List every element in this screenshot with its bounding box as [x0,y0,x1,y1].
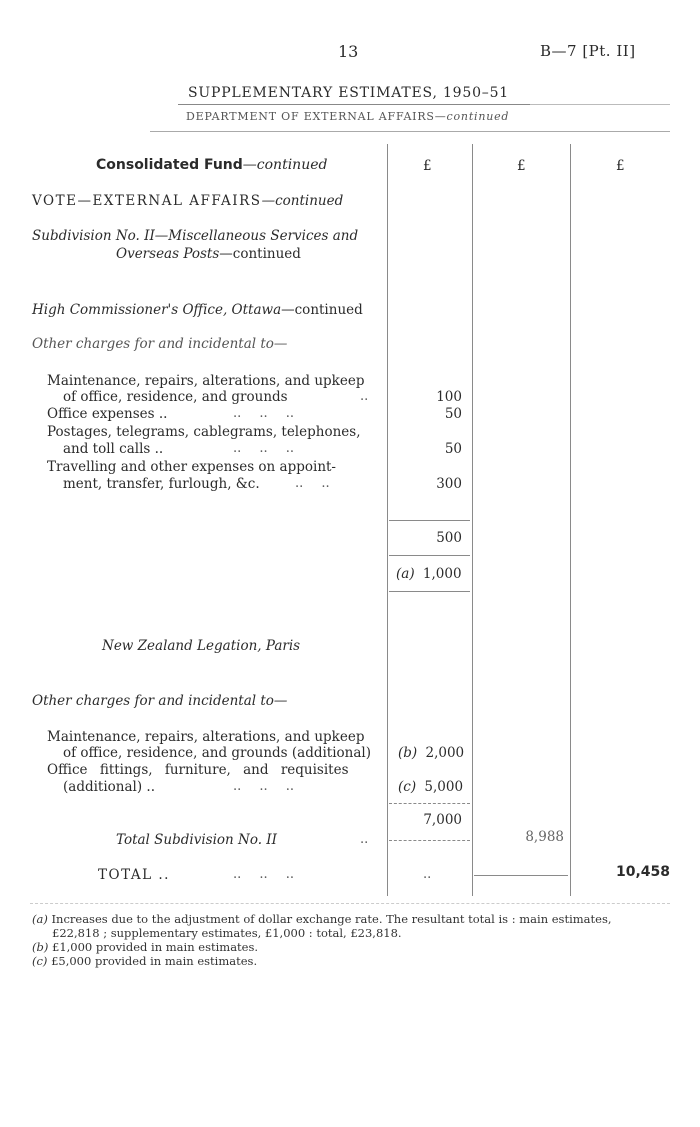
paris-subhead: Other charges for and incidental to— [32,693,288,709]
department-continued: —continued [434,110,510,123]
paris-item-2-leader: .. .. .. [233,779,295,794]
paris-item-2-line1: Office fittings, furniture, and requisites [47,762,349,778]
title-rule-faint [530,104,670,105]
fund-heading [96,157,327,173]
footnote-a-text: Increases due to the adjustment of dollar exchange rate. The resultant total is : main estimates, [51,912,612,926]
grand-total-amount: 10,458 [615,864,670,880]
ottawa-item-1-line2: of office, residence, and grounds [63,389,288,405]
ottawa-total-bottom-rule [389,591,470,592]
paris-subtotal-rule [389,803,470,804]
paris-item-2-line2: (additional) .. [63,779,155,795]
footnote-a-text-line2: £22,818 ; supplementary estimates, £1,000 : total, £23,818. [52,926,402,940]
ottawa-item-2-amount: 50 [444,406,462,422]
paris-item-1-line2: of office, residence, and grounds (additional) [63,745,371,761]
ottawa-heading [32,302,363,318]
footnote-c-text: £5,000 provided in main estimates. [51,954,258,968]
paris-item-2-amount: 5,000 [424,779,464,795]
ottawa-subtotal-rule [389,520,470,521]
ottawa-item-1-leader: .. [360,389,369,404]
column-rule-1 [387,144,388,896]
footnote-b-mark: (b) [32,940,49,954]
ottawa-item-1-amount: 100 [436,389,462,405]
ottawa-total: 1,000 [422,566,462,582]
paris-item-2-amount-line [398,779,463,795]
vote-name: VOTE—EXTERNAL AFFAIRS [32,193,262,209]
page-reference: B—7 [Pt. II] [540,42,636,60]
paris-item-2-note-mark: (c) [398,779,417,795]
footnote-b-text: £1,000 provided in main estimates. [52,940,259,954]
footnote-a [32,912,612,926]
footnote-b [32,940,258,954]
ottawa-item-4-leader: .. .. [295,476,330,491]
footnote-rule [30,903,670,904]
footnote-a-mark: (a) [32,912,48,926]
total-subdivision-leader: .. [360,832,369,847]
subdivision-heading-line1: Subdivision No. II—Miscellaneous Services and [32,228,359,244]
ottawa-item-4-line1: Travelling and other expenses on appoint- [47,459,336,475]
total-subdivision-amount: 8,988 [525,829,564,845]
grand-total-rule [474,875,568,876]
ottawa-item-1-line1: Maintenance, repairs, alterations, and upkeep [47,373,365,389]
paris-subtotal: 7,000 [423,812,462,828]
ottawa-total-line [396,566,462,582]
grand-total-leader: .. .. .. [233,867,295,882]
total-subdivision-rule [389,840,470,841]
ottawa-total-note-mark: (a) [396,566,415,582]
ottawa-item-3-leader: .. .. .. [233,441,295,456]
subdivision-overseas: Overseas Posts [116,246,220,262]
column-header-3: £ [616,158,625,174]
ottawa-item-3-line1: Postages, telegrams, cablegrams, telephones, [47,424,361,440]
ottawa-item-4-line2: ment, transfer, furlough, &c. [63,476,260,492]
subdivision-heading-line2 [116,246,301,262]
fund-name: Consolidated Fund [96,157,243,173]
grand-total-col1: .. [423,867,432,882]
paris-item-1-note-mark: (b) [398,745,418,761]
vote-continued: —continued [261,193,344,209]
ottawa-subtotal: 500 [436,530,462,546]
paris-heading: New Zealand Legation, Paris [102,638,301,654]
fund-continued: —continued [242,157,328,173]
paris-item-1-amount: 2,000 [425,745,465,761]
page-number: 13 [338,42,359,61]
column-rule-3 [570,144,571,896]
ottawa-total-rule [389,555,470,556]
ottawa-office: High Commissioner's Office, Ottawa [32,302,282,318]
page-title: SUPPLEMENTARY ESTIMATES, 1950–51 [188,85,509,101]
total-subdivision-label: Total Subdivision No. II [116,832,277,848]
ottawa-continued: —continued [281,302,363,318]
vote-heading [32,193,343,209]
column-rule-2 [472,144,473,896]
column-header-2: £ [517,158,526,174]
ottawa-item-3-line2: and toll calls .. [63,441,164,457]
subdivision-continued: —continued [219,246,301,262]
grand-total-label: TOTAL .. [98,867,170,883]
ottawa-item-3-amount: 50 [444,441,462,457]
ottawa-item-4-amount: 300 [436,476,462,492]
department-rule [150,131,670,132]
column-header-1: £ [423,158,432,174]
department-heading [186,110,509,123]
footnote-c [32,954,257,968]
department-name: DEPARTMENT OF EXTERNAL AFFAIRS [186,110,435,123]
ottawa-subhead: Other charges for and incidental to— [32,336,288,352]
footnote-c-mark: (c) [32,954,48,968]
ottawa-item-2-leader: .. .. .. [233,406,295,421]
title-rule [178,104,530,105]
paris-item-1-line1: Maintenance, repairs, alterations, and upkeep [47,729,365,745]
paris-item-1-amount-line [398,745,464,761]
ottawa-item-2-line1: Office expenses .. [47,406,168,422]
